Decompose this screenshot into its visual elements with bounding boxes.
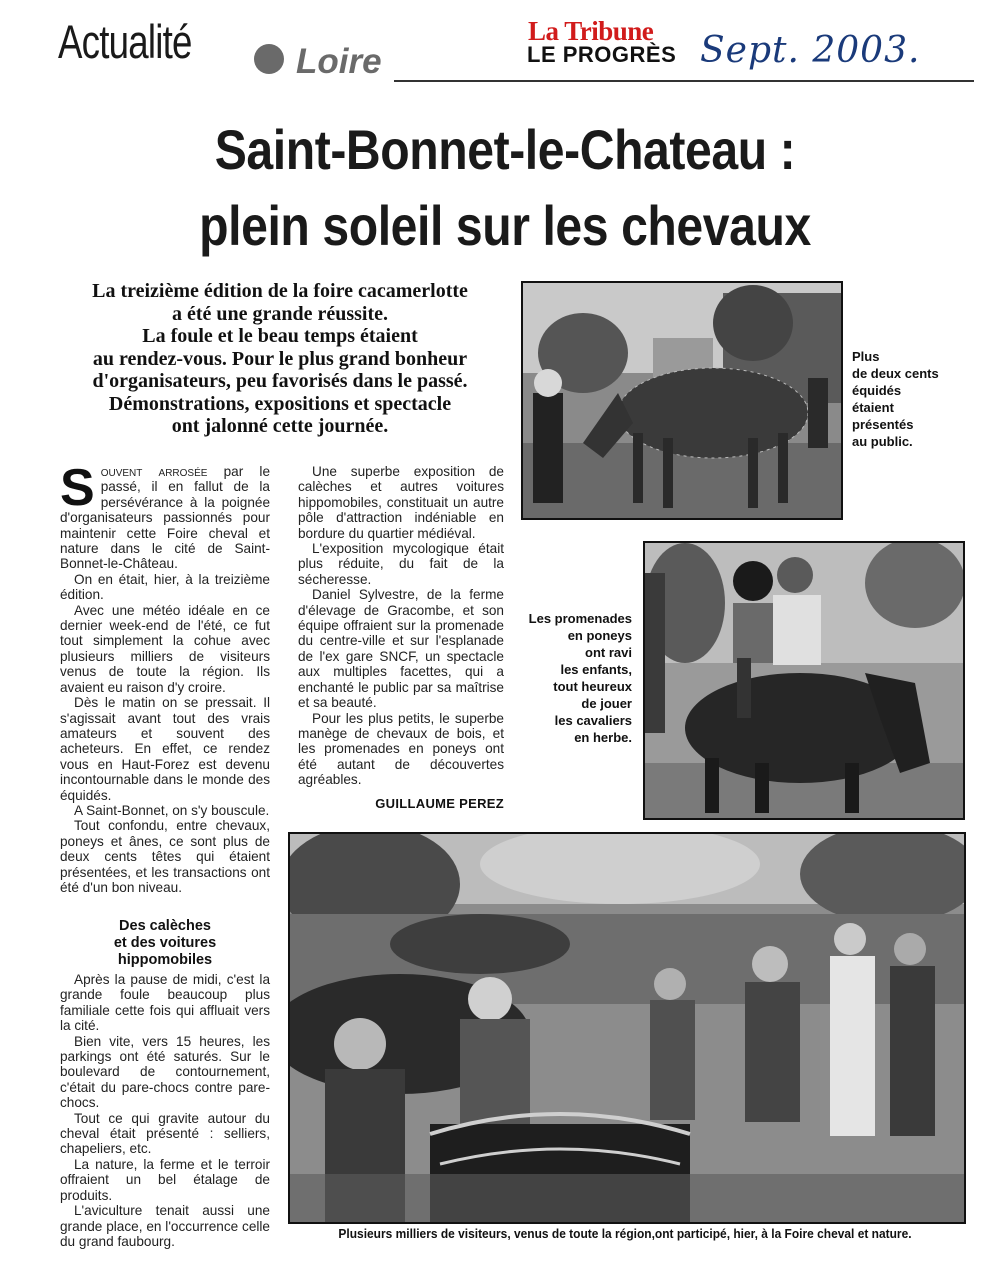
- author-signature: GUILLAUME PEREZ: [375, 796, 504, 811]
- caption-line: ont ravi: [585, 645, 632, 660]
- caption-line: au public.: [852, 434, 913, 449]
- subhead-line: et des voitures: [113, 935, 217, 951]
- headline-line2: plein soleil sur les chevaux: [199, 194, 811, 257]
- article-paragraph: Avec une météo idéale en ce dernier week-end de l'été, ce fut tout simplement la cohue avec plusieurs milliers de visiteurs venus de toute la région. Ils avaient eu raison d'y croire.: [60, 602, 270, 695]
- article-column-1-continued: [60, 972, 270, 1249]
- article-column-2: [298, 464, 504, 788]
- chapeau-line: Démonstrations, expositions et spectacle: [108, 392, 452, 415]
- article-paragraph: Tout confondu, entre chevaux, poneys et ânes, ce sont plus de deux cents têtes qui étaient présentées, et les transactions ont été d'un bon niveau.: [60, 818, 270, 895]
- article-subhead: [60, 918, 270, 969]
- caption-line: de deux cents: [852, 366, 939, 381]
- headline-line1: Saint-Bonnet-le-Chateau :: [214, 118, 796, 181]
- article-paragraph: Daniel Sylvestre, de la ferme d'élevage de Gracombe, et son équipe offraient sur la promenade du centre-ville et sur l'esplanade de l'ex gare SNCF, un spectacle aux multiples facettes, qui a enchanté le public par sa maîtrise et sa beauté.: [298, 587, 504, 711]
- chapeau-line: La treizième édition de la foire cacamerlotte: [92, 280, 468, 302]
- drop-cap: S: [60, 459, 95, 517]
- section-region: Loire: [296, 42, 382, 81]
- article-paragraph: [60, 459, 270, 572]
- article-paragraph: Bien vite, vers 15 heures, les parkings ont été saturés. Sur le boulevard de contournement, c'était du pare-chocs contre pare-chocs.: [60, 1033, 270, 1111]
- photo2-caption: [520, 610, 632, 746]
- caption-line: les cavaliers: [554, 713, 632, 728]
- caption-line: étaient: [852, 400, 894, 415]
- handwritten-date: Sept. 2003.: [700, 30, 921, 71]
- chapeau-line: d'organisateurs, peu favorisés dans le passé.: [92, 370, 468, 392]
- photo-crowd: [288, 832, 966, 1224]
- caption-line: Les promenades: [528, 611, 632, 626]
- article-paragraph: Dès le matin on se pressait. Il s'agissait avant tout des vrais amateurs et souvent des acheteurs. En effet, ce rendez vous en Haut-Forez est devenu incontournable dans le monde des équidés.: [60, 695, 270, 803]
- caption-line: de jouer: [581, 696, 632, 711]
- header-rule: [394, 80, 974, 82]
- chapeau: [40, 280, 520, 438]
- chapeau-line: ont jalonné cette journée.: [171, 415, 389, 437]
- chapeau-line: au rendez-vous. Pour le plus grand bonheur: [92, 347, 468, 370]
- article-column-1: [60, 459, 270, 895]
- caption-line: en herbe.: [574, 730, 632, 745]
- subhead-line: hippomobiles: [117, 952, 213, 968]
- headline: [122, 112, 887, 264]
- article-paragraph: L'aviculture tenait aussi une grande place, en l'occurrence celle du grand faubourg.: [60, 1203, 270, 1249]
- photo3-caption: Plusieurs milliers de visiteurs, venus de toute la région,ont participé, hier, à la Foire cheval et nature.: [338, 1227, 912, 1241]
- chapeau-line: a été une grande réussite.: [171, 302, 389, 325]
- caption-line: les enfants,: [560, 662, 632, 677]
- horse-photo-illustration: [523, 283, 841, 518]
- article-paragraph: La nature, la ferme et le terroir offraient un bel étalage de produits.: [60, 1156, 270, 1203]
- article-paragraph: Tout ce qui gravite autour du cheval était présenté : selliers, chapeliers, etc.: [60, 1110, 270, 1157]
- subhead-line: Des calèches: [119, 918, 211, 934]
- caption-line: tout heureux: [553, 679, 632, 694]
- article-paragraph: Pour les plus petits, le superbe manège de chevaux de bois, et les promenades en poneys ont été autant de découvertes agréables.: [298, 710, 504, 788]
- pony-photo-illustration: [645, 543, 963, 818]
- photo-spotted-horse: [521, 281, 843, 520]
- caption-line: Plus: [852, 349, 880, 364]
- newspaper-logo-line2: LE PROGRÈS: [527, 42, 677, 67]
- caption-line: présentés: [852, 417, 914, 432]
- article-paragraph: A Saint-Bonnet, on s'y bouscule.: [74, 802, 270, 818]
- newspaper-logo-line1: La Tribune: [528, 16, 654, 46]
- photo1-caption: [852, 348, 962, 450]
- photo-child-on-pony: [643, 541, 965, 820]
- article-paragraph: L'exposition mycologique était plus réduite, du fait de la sécheresse.: [298, 541, 504, 587]
- section-title: Actualité: [58, 15, 192, 68]
- lead-text: par le passé, il en fallut de la persévérance à la poignée d'organisateurs passionnés pour maintenir cette Foire cheval et nature dans le cité de Saint-Bonnet-le-Château.: [60, 464, 270, 572]
- caption-line: équidés: [852, 383, 902, 398]
- article-paragraph: On en était, hier, à la treizième édition.: [60, 571, 270, 603]
- crowd-photo-illustration: [290, 834, 964, 1222]
- caption-line: en poneys: [567, 628, 632, 643]
- article-paragraph: Après la pause de midi, c'est la grande foule beaucoup plus familiale cette fois qui affluait vers la cité.: [60, 972, 270, 1034]
- chapeau-line: La foule et le beau temps étaient: [142, 325, 418, 347]
- bullet-dot-icon: [254, 44, 284, 74]
- lead-smallcaps: ouvent arrosée: [100, 464, 208, 479]
- article-paragraph: Une superbe exposition de calèches et autres voitures hippomobiles, constituait un autre pôle d'attraction indéniable en bordure du quartier médiéval.: [298, 464, 504, 541]
